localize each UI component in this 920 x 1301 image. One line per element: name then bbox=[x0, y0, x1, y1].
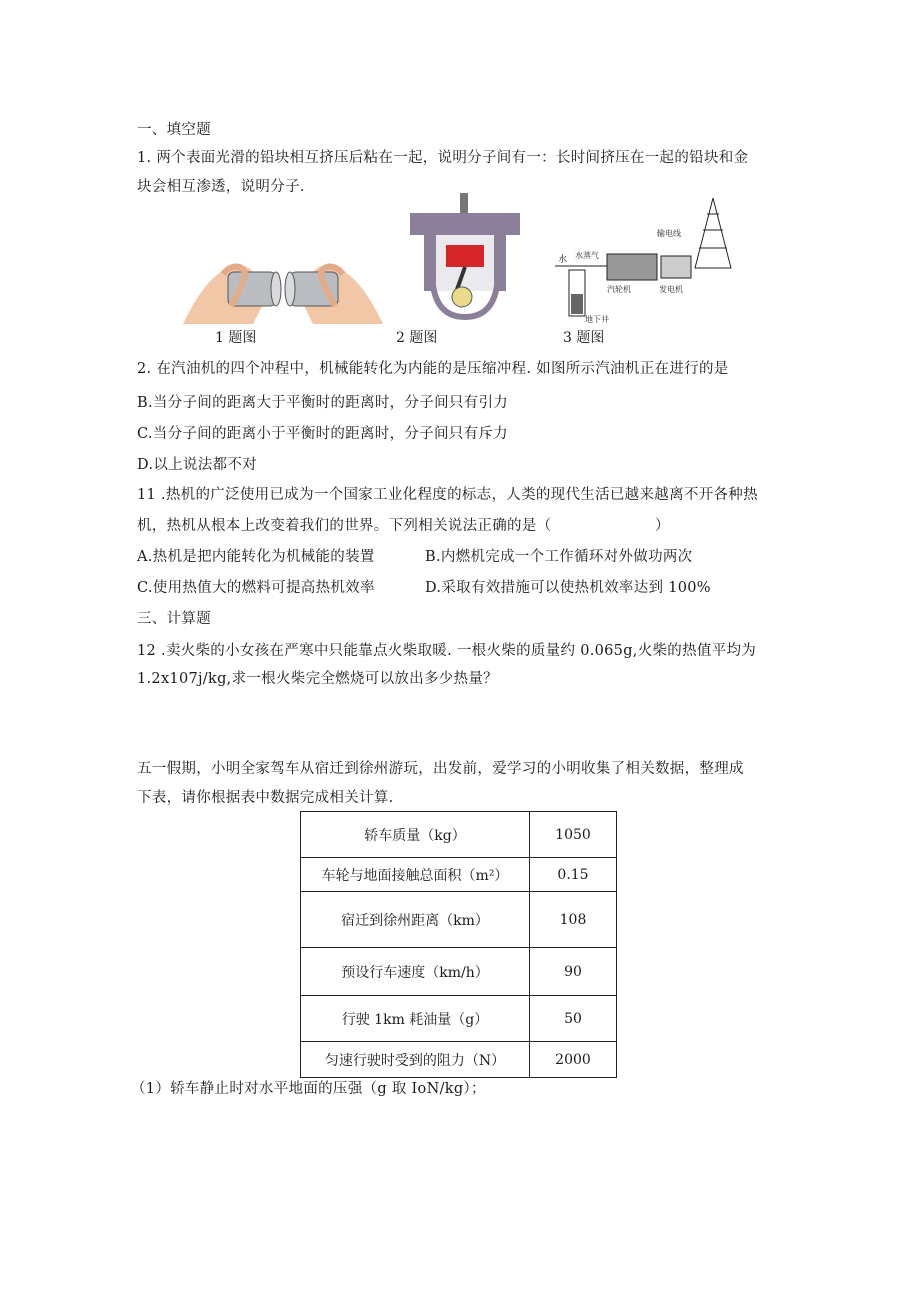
table-row bbox=[301, 948, 617, 996]
q11-option-c: C.使用热值大的燃料可提高热机效率 bbox=[137, 580, 375, 596]
table-row bbox=[301, 858, 617, 892]
label-water: 水 bbox=[558, 255, 568, 265]
q12-line-2: 1.2x107j/kg,求一根火柴完全燃烧可以放出多少热量？ bbox=[137, 671, 498, 687]
table-row bbox=[301, 1042, 617, 1078]
q11-option-d: D.采取有效措施可以使热机效率达到 100% bbox=[425, 580, 711, 596]
sub-question-1: （1）轿车静止时对水平地面的压强（g 取 IoN/kg）； bbox=[131, 1081, 486, 1097]
table-cell-label: 匀速行驶时受到的阻力（N） bbox=[301, 1042, 530, 1078]
q2-option-c: C.当分子间的距离小于平衡时的距离时，分子间只有斥力 bbox=[137, 426, 508, 442]
table-cell-label: 预设行车速度（km/h） bbox=[301, 948, 530, 996]
section-heading-fill-blank: 一、填空题 bbox=[137, 122, 211, 138]
label-steam: 水蒸气 bbox=[575, 251, 599, 260]
table-row bbox=[301, 892, 617, 948]
label-turbine: 汽轮机 bbox=[607, 285, 631, 294]
q2-option-d: D.以上说法都不对 bbox=[137, 457, 257, 473]
figure-caption-3: 3 题图 bbox=[563, 330, 605, 346]
label-wire: 输电线 bbox=[657, 229, 681, 238]
figure-caption-2: 2 题图 bbox=[396, 330, 438, 346]
section-heading-calculation: 三、计算题 bbox=[137, 611, 211, 627]
table-cell-label: 宿迁到徐州距离（km） bbox=[301, 892, 530, 948]
q2-option-b: B.当分子间的距离大于平衡时的距离时，分子间只有引力 bbox=[137, 395, 509, 411]
q11-option-b: B.内燃机完成一个工作循环对外做功两次 bbox=[425, 549, 693, 565]
table-cell-label: 车轮与地面接触总面积（m²） bbox=[301, 858, 530, 892]
table-cell-value: 90 bbox=[530, 948, 617, 996]
q1-line-2: 块会相互渗透，说明分子. bbox=[137, 179, 305, 195]
q2-stem: 2. 在汽油机的四个冲程中，机械能转化为内能的是压缩冲程. 如图所示汽油机正在进行的是 bbox=[137, 361, 729, 377]
car-data-table bbox=[300, 811, 617, 1078]
figure-lead-blocks bbox=[183, 244, 383, 326]
table-row bbox=[301, 812, 617, 858]
table-cell-value: 2000 bbox=[530, 1042, 617, 1078]
table-cell-label: 轿车质量（kg） bbox=[301, 812, 530, 858]
figure-engine-cylinder bbox=[410, 193, 520, 323]
table-cell-value: 50 bbox=[530, 996, 617, 1042]
q1-line-1: 1. 两个表面光滑的铅块相互挤压后粘在一起，说明分子间有一：长时间挤压在一起的铅块和金 bbox=[137, 150, 749, 166]
label-generator: 发电机 bbox=[659, 285, 683, 294]
q5-line-1: 五一假期，小明全家驾车从宿迁到徐州游玩，出发前，爱学习的小明收集了相关数据，整理成 bbox=[137, 761, 744, 777]
table-cell-value: 1050 bbox=[530, 812, 617, 858]
table-cell-value: 108 bbox=[530, 892, 617, 948]
table-cell-label: 行驶 1km 耗油量（g） bbox=[301, 996, 530, 1042]
q11-option-a: A.热机是把内能转化为机械能的装置 bbox=[137, 549, 375, 565]
table-row bbox=[301, 996, 617, 1042]
q11-line-1: 11 .热机的广泛使用已成为一个国家工业化程度的标志，人类的现代生活已越来越离不开各种热 bbox=[137, 487, 758, 503]
q11-line-2: 机，热机从根本上改变着我们的世界。下列相关说法正确的是（ ） bbox=[137, 518, 670, 534]
label-well: 地下井 bbox=[585, 315, 609, 324]
figure-power-plant bbox=[555, 198, 745, 324]
q5-line-2: 下表，请你根据表中数据完成相关计算. bbox=[137, 790, 394, 806]
figure-caption-1: 1 题图 bbox=[215, 330, 257, 346]
q12-line-1: 12 .卖火柴的小女孩在严寒中只能靠点火柴取暖. 一根火柴的质量约 0.065g,火柴的热值平均为 bbox=[137, 643, 757, 659]
table-cell-value: 0.15 bbox=[530, 858, 617, 892]
